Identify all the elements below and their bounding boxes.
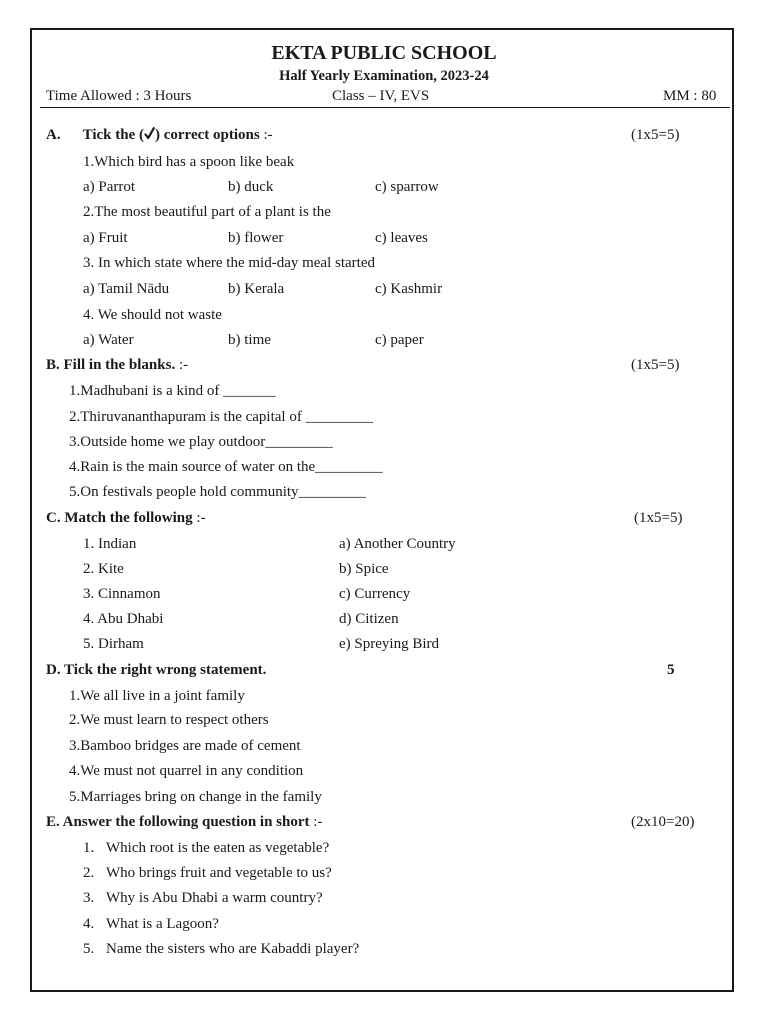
question-a1: 1.Which bird has a spoon like beak [83,154,295,170]
statement-item: 1.We all live in a joint family [69,688,245,704]
short-question: Name the sisters who are Kabaddi player? [106,941,360,957]
short-question: What is a Lagoon? [106,916,219,932]
check-icon [144,127,155,144]
section-a-letter: A. [46,127,61,143]
section-e-marks: (2x10=20) [631,814,695,830]
statement-item: 4.We must not quarrel in any condition [69,763,304,779]
section-a-heading [46,127,273,144]
section-d-title: D. Tick the right wrong statement. [46,662,267,678]
option-a1-b: b) duck [228,179,274,195]
option-a2-a: a) Fruit [83,230,128,246]
short-question: Why is Abu Dhabi a warm country? [106,890,323,906]
section-a-title-start: Tick the ( [82,127,144,143]
section-c-marks: (1x5=5) [634,510,683,526]
section-d-marks: 5 [667,662,675,678]
option-a3-a: a) Tamil Nādu [83,281,170,297]
blank-item: 5.On festivals people hold community_________ [69,484,367,500]
option-a1-c: c) sparrow [375,179,439,195]
question-number: 3. [83,890,95,906]
option-a2-c: c) leaves [375,230,428,246]
match-right-item: c) Currency [339,586,411,602]
blank-item: 1.Madhubani is a kind of _______ [69,383,276,399]
option-a4-c: c) paper [375,332,424,348]
statement-item: 5.Marriages bring on change in the family [69,789,322,805]
section-e-heading [46,814,322,831]
section-b-heading [46,357,188,374]
match-left-item: 3. Cinnamon [83,586,161,602]
short-question: Who brings fruit and vegetable to us? [106,865,332,881]
section-e-title: E. Answer the following question in short [46,814,310,830]
section-a-title-end: ) correct options [155,127,260,143]
question-number: 5. [83,941,95,957]
statement-item: 2.We must learn to respect others [69,712,269,728]
question-number: 1. [83,840,95,856]
section-c-title: C. Match the following [46,510,193,526]
question-a2: 2.The most beautiful part of a plant is the [83,204,331,220]
match-left-item: 4. Abu Dhabi [83,611,164,627]
option-a4-a: a) Water [83,332,134,348]
section-a-suffix: :- [259,127,273,143]
class-subject: Class – IV, EVS [332,88,430,104]
statement-item: 3.Bamboo bridges are made of cement [69,738,301,754]
section-a-marks: (1x5=5) [631,127,680,143]
option-a2-b: b) flower [228,230,284,246]
max-marks: MM : 80 [663,88,717,104]
option-a4-b: b) time [228,332,271,348]
match-right-item: d) Citizen [339,611,399,627]
match-right-item: a) Another Country [339,536,456,552]
section-b-marks: (1x5=5) [631,357,680,373]
question-a4: 4. We should not waste [83,307,222,323]
blank-item: 3.Outside home we play outdoor_________ [69,434,333,450]
match-left-item: 1. Indian [83,536,137,552]
blank-item: 2.Thiruvananthapuram is the capital of _________ [69,409,374,425]
match-left-item: 2. Kite [83,561,124,577]
question-number: 2. [83,865,95,881]
option-a3-c: c) Kashmir [375,281,443,297]
section-c-heading [46,510,206,527]
blank-item: 4.Rain is the main source of water on the_________ [69,459,383,475]
section-d-heading [46,662,266,679]
header-divider [40,107,730,108]
match-left-item: 5. Dirham [83,636,144,652]
option-a3-b: b) Kerala [228,281,285,297]
short-question: Which root is the eaten as vegetable? [106,840,330,856]
match-right-item: b) Spice [339,561,389,577]
section-c-suffix: :- [192,510,206,526]
option-a1-a: a) Parrot [83,179,136,195]
question-a3: 3. In which state where the mid-day meal started [83,255,375,271]
section-b-title: B. Fill in the blanks. [46,357,176,373]
exam-title: Half Yearly Examination, 2023-24 [279,68,489,84]
section-b-suffix: :- [175,357,189,373]
time-allowed: Time Allowed : 3 Hours [46,88,192,104]
question-number: 4. [83,916,95,932]
school-name: EKTA PUBLIC SCHOOL [271,42,497,64]
section-e-suffix: :- [309,814,323,830]
match-right-item: e) Spreying Bird [339,636,439,652]
